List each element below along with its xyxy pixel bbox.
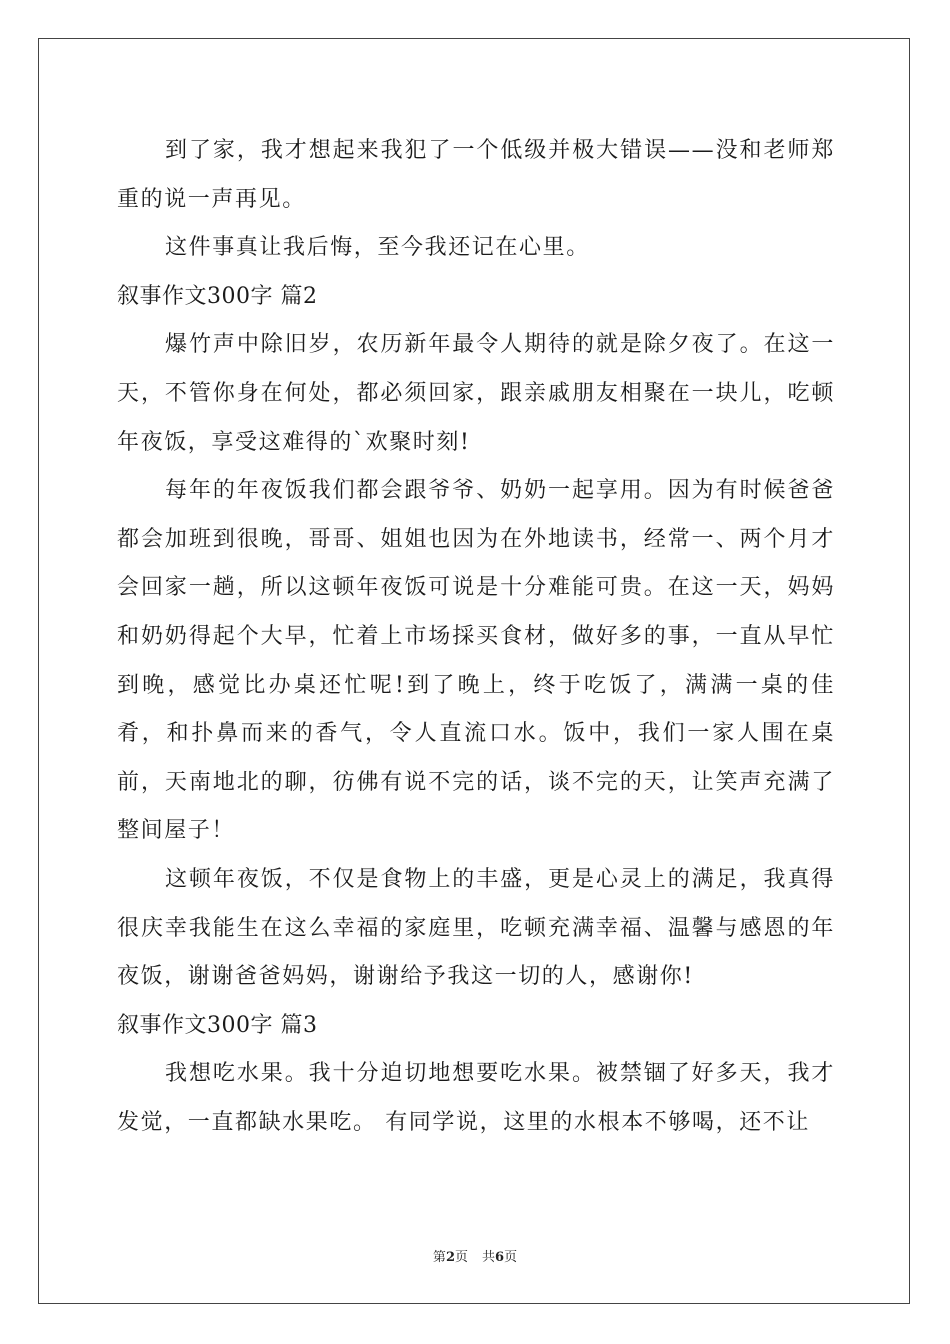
document-body [117,127,835,1147]
page-footer [0,1246,950,1265]
paragraph: 到了家，我才想起来我犯了一个低级并极大错误——没和老师郑重的说一声再见。 [117,138,835,212]
section-heading: 叙事作文300字 篇2 [117,283,318,309]
page-total: 6 [495,1250,505,1265]
page-suffix: 页 [454,1250,468,1265]
paragraph: 这件事真让我后悔，至今我还记在心里。 [165,235,590,261]
paragraph: 每年的年夜饭我们都会跟爷爷、奶奶一起享用。因为有时候爸爸都会加班到很晚，哥哥、姐姐也因为在外地读书，经常一、两个月才会回家一趟，所以这顿年夜饭可说是十分难能可贵。在这一天，妈妈和奶奶得起个大早，忙着上市场採买食材，做好多的事，一直从早忙到晚，感觉比办桌还忙呢!到了晚上，终于吃饭了，满满一桌的佳肴，和扑鼻而来的香气，令人直流口水。饭中，我们一家人围在桌前，天南地北的聊，彷佛有说不完的话，谈不完的天，让笑声充满了整间屋子！ [117,478,835,844]
total-suffix: 页 [504,1250,518,1265]
total-prefix: 共 [482,1250,496,1265]
page-current: 2 [445,1250,455,1265]
paragraph: 这顿年夜饭，不仅是食物上的丰盛，更是心灵上的满足，我真得很庆幸我能生在这么幸福的家庭里，吃顿充满幸福、温馨与感恩的年夜饭，谢谢爸爸妈妈，谢谢给予我这一切的人，感谢你! [117,866,835,990]
paragraph: 我想吃水果。我十分迫切地想要吃水果。被禁锢了好多天，我才发觉，一直都缺水果吃。 有同学说，这里的水根本不够喝，还不让 [117,1061,835,1135]
section-heading: 叙事作文300字 篇3 [117,1012,318,1038]
paragraph: 爆竹声中除旧岁，农历新年最令人期待的就是除夕夜了。在这一天，不管你身在何处，都必须回家，跟亲戚朋友相聚在一块儿，吃顿年夜饭，享受这难得的`欢聚时刻! [117,332,835,455]
page-prefix: 第 [432,1250,446,1265]
